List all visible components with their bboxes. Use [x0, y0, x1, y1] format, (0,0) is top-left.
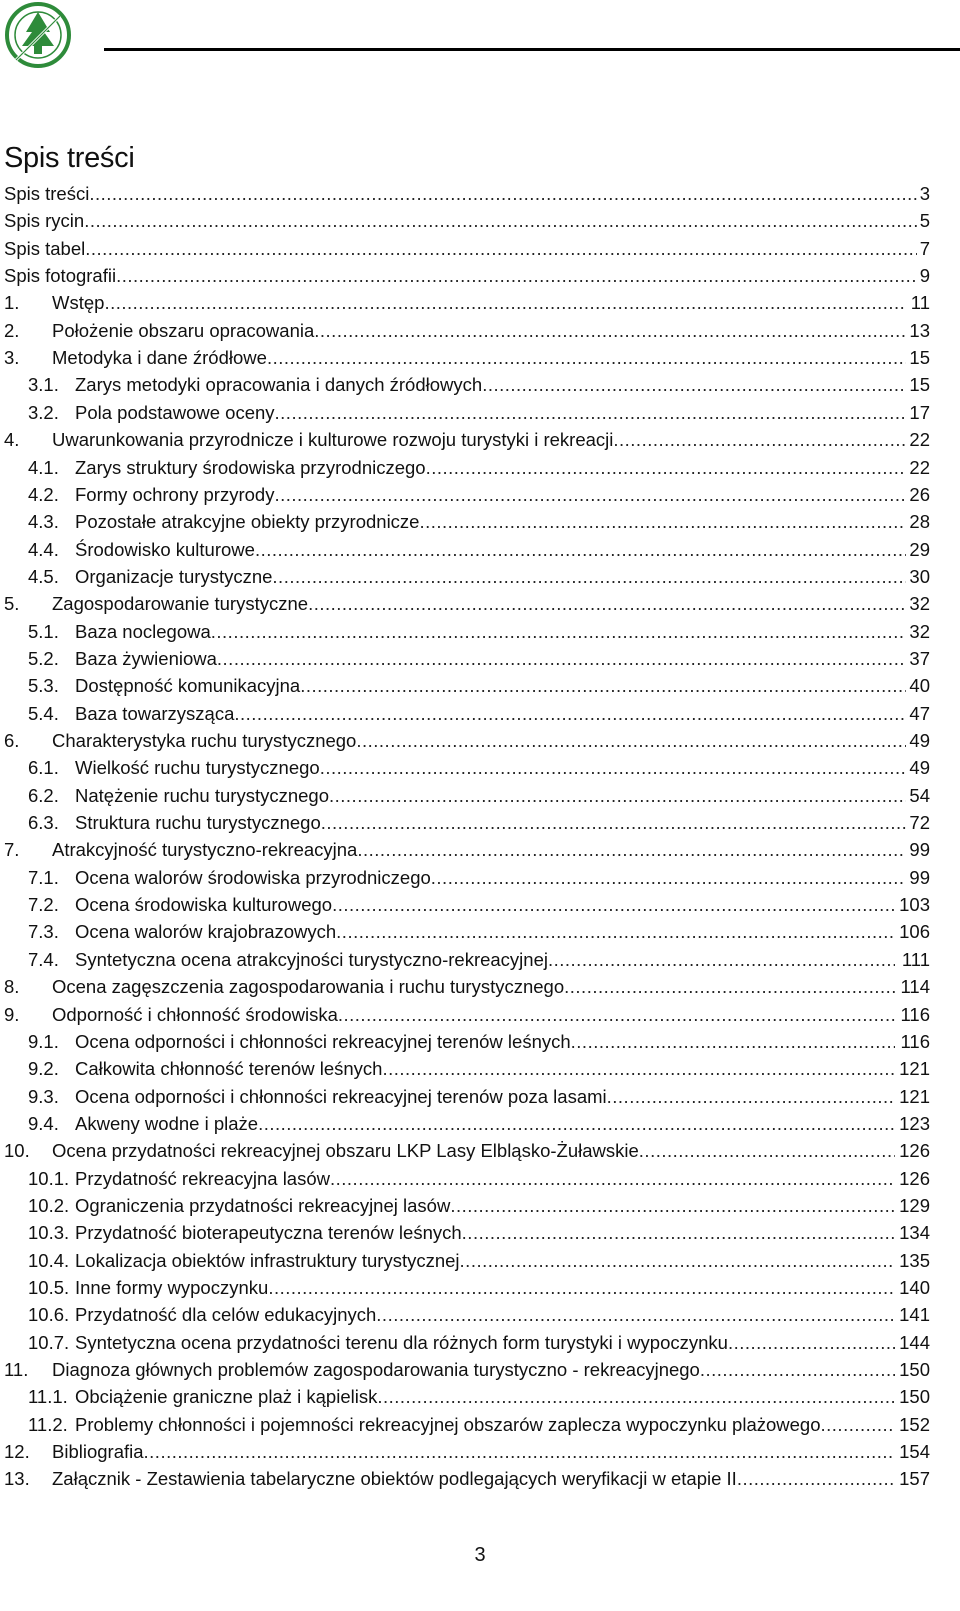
toc-entry[interactable]: [0, 1055, 960, 1083]
toc-entry[interactable]: [0, 1137, 960, 1165]
toc-entry-number: 10.: [4, 1140, 30, 1162]
toc-leader-dots: [338, 1001, 895, 1029]
toc-entry-number: 3.2.: [28, 401, 59, 423]
toc-entry-page: 30: [909, 565, 930, 587]
toc-entry-number: 3.1.: [28, 374, 59, 396]
toc-entry-page: 116: [900, 1003, 930, 1025]
toc-entry-title: Charakterystyka ruchu turystycznego: [52, 730, 357, 751]
toc-leader-dots: [431, 864, 906, 892]
toc-entry-page: 32: [909, 593, 930, 615]
toc-entry-number: 10.6.: [28, 1304, 70, 1326]
toc-entry-title: Wstęp: [52, 292, 105, 314]
page-number: 3: [474, 1544, 486, 1566]
toc-entry-title: Spis rycin: [4, 210, 85, 232]
toc-leader-dots: [460, 1247, 895, 1275]
toc-entry[interactable]: [0, 344, 960, 372]
toc-leader-dots: [320, 754, 906, 782]
toc-leader-dots: [211, 618, 906, 646]
toc-entry[interactable]: [0, 946, 960, 974]
toc-entry-title: Przydatność rekreacyjna lasów: [75, 1167, 330, 1189]
toc-entry[interactable]: [0, 1110, 960, 1138]
toc-leader-dots: [104, 289, 906, 317]
toc-entry-title: Organizacje turystyczne: [75, 565, 273, 587]
toc-entry-page: 135: [899, 1249, 930, 1271]
toc-entry-number: 1.: [4, 292, 20, 314]
toc-entry-page: 40: [909, 675, 930, 697]
toc-entry[interactable]: [0, 1356, 960, 1384]
toc-entry-page: 29: [909, 538, 930, 560]
toc-entry-title: Całkowita chłonność terenów leśnych: [75, 1058, 383, 1080]
toc-entry-page: 134: [899, 1222, 930, 1244]
toc-entry-title: Zarys metodyki opracowania i danych źródłowych: [75, 374, 483, 396]
toc-entry-title: Syntetyczna ocena atrakcyjności turystyczno-rekreacyjnej: [75, 948, 548, 970]
toc-entry-page: 126: [899, 1140, 930, 1162]
toc-entry-number: 10.3.: [28, 1222, 70, 1244]
toc-entry[interactable]: [0, 454, 960, 482]
toc-entry-number: 9.: [4, 1003, 20, 1025]
toc-entry-title: Przydatność dla celów edukacyjnych: [75, 1304, 377, 1326]
toc-entry-number: 7.4.: [28, 948, 59, 970]
toc-entry[interactable]: [0, 262, 960, 290]
toc-entry-title: Akweny wodne i plaże: [75, 1112, 259, 1134]
toc-entry-title: Zarys struktury środowiska przyrodniczego: [75, 456, 426, 478]
toc-entry-number: 9.3.: [28, 1085, 59, 1107]
toc-entry[interactable]: [0, 207, 960, 235]
page-header: [0, 0, 960, 80]
toc-entry[interactable]: [0, 645, 960, 673]
toc-leader-dots: [85, 235, 917, 263]
toc-leader-dots: [144, 1438, 895, 1466]
toc-entry-number: 8.: [4, 976, 20, 998]
toc-entry-page: 9: [919, 265, 930, 287]
toc-leader-dots: [419, 508, 906, 536]
toc-entry-number: 7.2.: [28, 894, 59, 916]
toc-entry-number: 4.: [4, 429, 20, 451]
toc-entry[interactable]: [0, 180, 960, 208]
toc-entry[interactable]: [0, 399, 960, 427]
toc-leader-dots: [382, 1055, 895, 1083]
toc-entry-title: Ocena odporności i chłonności rekreacyjnej terenów leśnych: [75, 1030, 571, 1052]
toc-entry[interactable]: [0, 618, 960, 646]
toc-entry-title: Ocena przydatności rekreacyjnej obszaru LKP Lasy Elbląsko-Żuławskie: [52, 1140, 639, 1162]
toc-entry-number: 6.3.: [28, 812, 59, 834]
toc-entry-number: 9.2.: [28, 1058, 59, 1080]
toc-entry-number: 12.: [4, 1441, 30, 1463]
toc-entry-page: 17: [909, 401, 930, 423]
toc-leader-dots: [548, 946, 895, 974]
toc-entry[interactable]: [0, 1192, 960, 1220]
toc-entry[interactable]: [0, 1219, 960, 1247]
toc-leader-dots: [462, 1219, 895, 1247]
toc-leader-dots: [84, 207, 917, 235]
toc-entry-title: Przydatność bioterapeutyczna terenów leśnych: [75, 1222, 462, 1244]
toc-leader-dots: [217, 645, 906, 673]
toc-entry-title: Spis fotografii: [4, 265, 117, 287]
toc-entry-page: 49: [909, 757, 930, 779]
toc-entry-number: 10.1.: [28, 1167, 70, 1189]
toc-entry-page: 157: [899, 1468, 930, 1490]
toc-leader-dots: [607, 1083, 895, 1111]
toc-entry[interactable]: [0, 973, 960, 1001]
toc-entry-page: 121: [899, 1058, 930, 1080]
toc-leader-dots: [482, 371, 906, 399]
toc-leader-dots: [300, 672, 906, 700]
toc-entry[interactable]: [0, 1274, 960, 1302]
toc-entry[interactable]: [0, 1329, 960, 1357]
toc-entry-number: 5.1.: [28, 620, 59, 642]
toc-entry[interactable]: [0, 754, 960, 782]
toc-leader-dots: [314, 317, 906, 345]
toc-leader-dots: [272, 563, 906, 591]
toc-entry-page: 15: [909, 347, 930, 369]
toc-leader-dots: [332, 891, 895, 919]
toc-entry-title: Diagnoza głównych problemów zagospodarowania turystyczno - rekreacyjnego: [52, 1359, 700, 1381]
toc-entry-title: Struktura ruchu turystycznego: [75, 812, 321, 834]
toc-entry-page: 22: [909, 429, 930, 451]
toc-entry-page: 99: [909, 866, 930, 888]
toc-entry[interactable]: [0, 1247, 960, 1275]
toc-leader-dots: [268, 1274, 895, 1302]
toc-entry-number: 4.3.: [28, 511, 59, 533]
toc-entry-number: 11.2.: [28, 1413, 68, 1435]
toc-entry-title: Ocena środowiska kulturowego: [75, 894, 333, 916]
toc-entry-title: Uwarunkowania przyrodnicze i kulturowe rozwoju turystyki i rekreacji: [52, 429, 614, 451]
toc-entry-title: Zagospodarowanie turystyczne: [52, 593, 309, 615]
toc-entry[interactable]: [0, 289, 960, 317]
toc-leader-dots: [275, 399, 906, 427]
toc-entry-number: 10.7.: [28, 1331, 70, 1353]
toc-entry-title: Baza towarzysząca: [75, 702, 235, 724]
toc-entry-page: 144: [899, 1331, 930, 1353]
toc-entry-title: Problemy chłonności i pojemności rekreacyjnej obszarów zaplecza wypoczynku plażowego: [75, 1413, 821, 1435]
toc-entry-page: 28: [909, 511, 930, 533]
toc-entry-number: 6.2.: [28, 784, 59, 806]
toc-leader-dots: [821, 1411, 895, 1439]
toc-entry-page: 13: [909, 319, 930, 341]
toc-entry-title: Dostępność komunikacyjna: [75, 675, 301, 697]
toc-entry-page: 114: [900, 976, 930, 998]
toc-entry-number: 3.: [4, 347, 20, 369]
toc-entry-title: Pola podstawowe oceny: [75, 401, 275, 423]
toc-leader-dots: [116, 262, 917, 290]
toc-entry-title: Położenie obszaru opracowania: [52, 319, 315, 341]
toc-leader-dots: [613, 426, 906, 454]
toc-entry-page: 129: [899, 1194, 930, 1216]
toc-leader-dots: [426, 454, 906, 482]
toc-entry[interactable]: [0, 317, 960, 345]
toc-entry-title: Ocena odporności i chłonności rekreacyjnej terenów poza lasami: [75, 1085, 607, 1107]
toc-entry-title: Odporność i chłonność środowiska: [52, 1003, 338, 1025]
toc-entry-number: 4.5.: [28, 565, 59, 587]
toc-entry-title: Formy ochrony przyrody: [75, 483, 275, 505]
toc-entry-title: Inne formy wypoczynku: [75, 1277, 269, 1298]
toc-entry-number: 9.1.: [28, 1030, 59, 1052]
toc-leader-dots: [376, 1301, 895, 1329]
toc-entry[interactable]: [0, 918, 960, 946]
toc-entry[interactable]: [0, 371, 960, 399]
toc-entry-title: Baza noclegowa: [75, 620, 211, 642]
toc-leader-dots: [564, 973, 895, 1001]
toc-entry[interactable]: [0, 891, 960, 919]
toc-entry-title: Załącznik - Zestawienia tabelaryczne obiektów podlegających weryfikacji w etapie II: [52, 1468, 737, 1490]
toc-entry-title: Obciążenie graniczne plaż i kąpielisk: [75, 1386, 378, 1408]
toc-entry-number: 2.: [4, 319, 20, 341]
toc-entry-page: 26: [909, 483, 930, 505]
toc-entry-page: 106: [899, 921, 930, 943]
toc-entry-title: Metodyka i dane źródłowe: [52, 347, 267, 369]
toc-entry-number: 4.2.: [28, 483, 59, 505]
toc-entry-page: 121: [899, 1085, 930, 1107]
toc-leader-dots: [336, 918, 895, 946]
toc-entry-title: Baza żywieniowa: [75, 647, 217, 669]
toc-entry-number: 6.1.: [28, 757, 59, 779]
toc-entry-number: 13.: [4, 1468, 30, 1490]
toc-entry-number: 10.2.: [28, 1194, 70, 1216]
toc-entry-number: 6.: [4, 730, 20, 751]
toc-entry-page: 37: [909, 647, 930, 669]
toc-leader-dots: [450, 1192, 895, 1220]
toc-leader-dots: [357, 836, 906, 864]
toc-entry-number: 4.1.: [28, 456, 59, 478]
toc-entry-number: 5.4.: [28, 702, 59, 724]
toc-entry-title: Syntetyczna ocena przydatności terenu dla różnych form turystyki i wypoczynku: [75, 1331, 728, 1353]
toc-entry-page: 11: [910, 292, 930, 314]
toc-leader-dots: [89, 180, 917, 208]
toc-entry-title: Ograniczenia przydatności rekreacyjnej lasów: [75, 1194, 451, 1216]
toc-entry-title: Bibliografia: [52, 1441, 144, 1463]
toc-entry-title: Ocena walorów krajobrazowych: [75, 921, 337, 943]
toc-entry-number: 9.4.: [28, 1112, 59, 1134]
toc-entry[interactable]: [0, 1465, 960, 1493]
toc-leader-dots: [258, 1110, 895, 1138]
toc-entry[interactable]: [0, 1083, 960, 1111]
toc-leader-dots: [639, 1137, 895, 1165]
toc-entry-page: 5: [919, 210, 930, 232]
toc-entry-title: Środowisko kulturowe: [75, 538, 255, 560]
toc-entry[interactable]: [0, 836, 960, 864]
toc-entry-title: Ocena zagęszczenia zagospodarowania i ruchu turystycznego: [52, 976, 565, 998]
toc-leader-dots: [267, 344, 906, 372]
toc-entry-page: 22: [909, 456, 930, 478]
toc-leader-dots: [308, 590, 906, 618]
toc-entry-number: 5.2.: [28, 647, 59, 669]
toc-entry[interactable]: [0, 1028, 960, 1056]
toc-entry[interactable]: [0, 1411, 960, 1439]
toc-leader-dots: [255, 536, 906, 564]
toc-entry[interactable]: [0, 672, 960, 700]
toc-entry-number: 7.: [4, 839, 20, 861]
toc-entry-number: 5.3.: [28, 675, 59, 697]
toc-entry-page: 123: [899, 1112, 930, 1134]
toc-entry[interactable]: [0, 1301, 960, 1329]
toc-leader-dots: [356, 727, 906, 755]
toc-entry-number: 11.: [4, 1359, 29, 1381]
toc-leader-dots: [571, 1028, 895, 1056]
toc-entry-page: 140: [899, 1277, 930, 1298]
toc-entry[interactable]: [0, 235, 960, 263]
toc-entry[interactable]: [0, 563, 960, 591]
toc-entry-page: 3: [919, 183, 930, 204]
toc-entry[interactable]: [0, 481, 960, 509]
toc-leader-dots: [234, 700, 906, 728]
toc-entry-page: 54: [909, 784, 930, 806]
toc-entry-page: 103: [899, 894, 930, 916]
toc-entry-page: 154: [899, 1441, 930, 1463]
toc-entry-page: 47: [909, 702, 930, 724]
toc-entry-page: 7: [919, 237, 930, 259]
toc-entry-page: 32: [909, 620, 930, 642]
toc-entry[interactable]: [0, 727, 960, 755]
toc-entry-page: 72: [909, 812, 930, 834]
toc-entry[interactable]: [0, 700, 960, 728]
toc-entry[interactable]: [0, 1383, 960, 1411]
toc-entry-page: 116: [900, 1030, 930, 1052]
toc-entry-page: 99: [909, 839, 930, 861]
toc-entry[interactable]: [0, 809, 960, 837]
toc-entry[interactable]: [0, 1001, 960, 1029]
forest-logo-icon: [2, 2, 74, 68]
toc-entry[interactable]: [0, 508, 960, 536]
toc-entry[interactable]: [0, 1438, 960, 1466]
toc-entry-title: Pozostałe atrakcyjne obiekty przyrodnicze: [75, 511, 420, 533]
toc-leader-dots: [330, 1165, 895, 1193]
toc-entry-title: Lokalizacja obiektów infrastruktury turystycznej: [75, 1249, 460, 1271]
toc-leader-dots: [737, 1465, 895, 1493]
toc-entry[interactable]: [0, 590, 960, 618]
toc-entry-number: 7.1.: [28, 866, 59, 888]
toc-leader-dots: [321, 809, 906, 837]
toc-leader-dots: [728, 1329, 895, 1357]
toc-entry[interactable]: [0, 782, 960, 810]
toc-entry-number: 5.: [4, 593, 20, 615]
toc-entry-page: 49: [909, 730, 930, 751]
toc-entry-number: 10.4.: [28, 1249, 70, 1271]
toc-entry-number: 4.4.: [28, 538, 59, 560]
toc-leader-dots: [377, 1383, 895, 1411]
toc-leader-dots: [329, 782, 906, 810]
toc-entry-page: 150: [899, 1359, 930, 1381]
toc-entry[interactable]: [0, 426, 960, 454]
toc-title: Spis treści: [4, 142, 135, 174]
toc-leader-dots: [700, 1356, 895, 1384]
toc-entry-title: Ocena walorów środowiska przyrodniczego: [75, 866, 431, 888]
toc-entry-page: 141: [899, 1304, 930, 1326]
toc-entry-number: 7.3.: [28, 921, 59, 943]
toc-entry[interactable]: [0, 1165, 960, 1193]
toc-entry-title: Natężenie ruchu turystycznego: [75, 784, 329, 806]
toc-leader-dots: [274, 481, 906, 509]
header-rule: [104, 48, 960, 51]
toc-entry-number: 10.5.: [28, 1277, 70, 1298]
toc-entry-page: 150: [899, 1386, 930, 1408]
toc-entry-page: 152: [899, 1413, 930, 1435]
toc-entry-page: 126: [899, 1167, 930, 1189]
toc-entry-title: Wielkość ruchu turystycznego: [75, 757, 320, 779]
toc-entry-page: 111: [901, 948, 930, 970]
toc-entry[interactable]: [0, 864, 960, 892]
toc-entry-title: Spis tabel: [4, 237, 86, 259]
toc-entry-number: 11.1.: [28, 1386, 68, 1408]
toc-entry-title: Atrakcyjność turystyczno-rekreacyjna: [52, 839, 358, 861]
toc-entry-title: Spis treści: [4, 183, 90, 204]
toc-entry[interactable]: [0, 536, 960, 564]
toc-entry-page: 15: [909, 374, 930, 396]
